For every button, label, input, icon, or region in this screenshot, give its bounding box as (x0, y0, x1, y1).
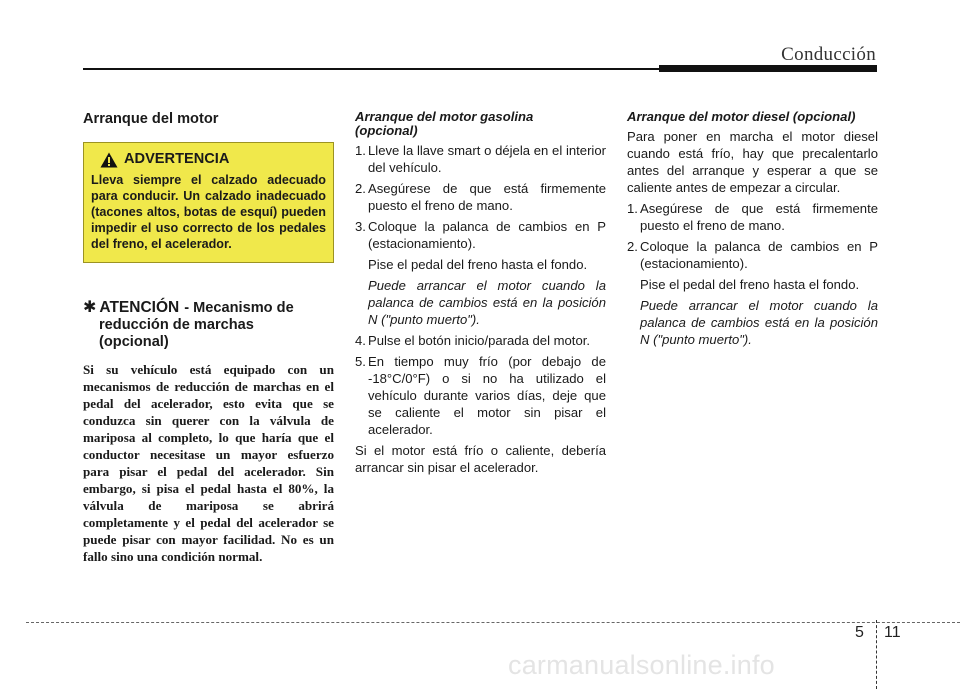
section-heading: Arranque del motor (83, 111, 219, 127)
step-note: Puede arrancar el motor cuando la palanca de cambios está en la posición N ("punto muerto"). (368, 278, 606, 327)
warning-text: Lleva siempre el calzado adecuado para conducir. Un calzado inadecuado (tacones altos, botas de esquí) pueden impedir el uso correcto de los pedales del freno, el acelerador. (91, 173, 326, 251)
attention-title-line1: - Mecanismo de (184, 300, 294, 316)
gasoline-steps (355, 142, 606, 438)
warning-box (83, 142, 334, 263)
step-text: Coloque la palanca de cambios en P (estacionamiento). (368, 219, 606, 251)
gasoline-heading-line2: (opcional) (355, 123, 418, 138)
step-number: 3. (355, 219, 366, 234)
step-number: 5. (355, 354, 366, 369)
list-item (627, 200, 878, 234)
list-item (355, 332, 606, 349)
list-item (355, 180, 606, 214)
list-item (355, 353, 606, 438)
attention-title-line3: (opcional) (99, 334, 169, 350)
asterisk-icon: ✱ (83, 299, 97, 316)
step-number: 4. (355, 333, 366, 348)
step-text: Asegúrese de que está firmemente puesto el freno de mano. (640, 201, 878, 233)
attention-title-line2: reducción de marchas (99, 317, 254, 333)
warning-title (100, 151, 326, 168)
step-text: Lleve la llave smart o déjela en el interior del vehículo. (368, 143, 606, 175)
list-item (355, 218, 606, 328)
warning-triangle-icon (100, 152, 118, 168)
step-text: Coloque la palanca de cambios en P (estacionamiento). (640, 239, 878, 271)
watermark: carmanualsonline.info (508, 650, 775, 680)
footer-divider (876, 620, 878, 689)
step-note: Puede arrancar el motor cuando la palanca de cambios está en la posición N ("punto muerto"). (640, 298, 878, 347)
step-text: Asegúrese de que está firmemente puesto el freno de mano. (368, 181, 606, 213)
step-number: 1. (355, 143, 366, 158)
step-extra: Pise el pedal del freno hasta el fondo. (640, 277, 860, 292)
page-header-title: Conducción (781, 44, 876, 65)
attention-title (83, 299, 334, 351)
column-left (83, 110, 334, 565)
step-text: Pulse el botón inicio/parada del motor. (368, 333, 591, 348)
page-number: 11 (884, 624, 901, 641)
attention-label: ATENCIÓN (99, 299, 180, 316)
header-bar (659, 65, 877, 72)
step-number: 2. (355, 181, 366, 196)
footer-dashed-rule (26, 622, 960, 623)
column-middle (355, 110, 606, 480)
warning-title-text: ADVERTENCIA (124, 151, 230, 167)
attention-text: Si su vehículo está equipado con un mecanismos de reducción de marchas en el pedal del acelerador, esto evita que se conduzca sin querer con la válvula de mariposa al completo, lo que haría que el conductor necesitase un mayor esfuerzo para pisar el pedal del acelerador. Sin embargo, si pisa el pedal hasta el 80%, la válvula de mariposa se abrirá completamente y el pedal del acelerador se puede pisar con mayor facilidad. No es un fallo sino una condición normal. (83, 362, 334, 564)
diesel-steps (627, 200, 878, 348)
column-right (627, 110, 878, 352)
step-text: En tiempo muy frío (por debajo de -18°C/0°F) o si no ha utilizado el vehículo durante varios días, deje que se caliente el motor sin pisar el acelerador. (368, 354, 606, 437)
step-number: 1. (627, 201, 638, 216)
chapter-number: 5 (855, 624, 864, 641)
header-rule (83, 68, 659, 70)
diesel-intro: Para poner en marcha el motor diesel cuando está frío, hay que precalentarlo antes del arranque y esperar a que se caliente antes de empezar a circular. (627, 129, 878, 195)
gasoline-closing: Si el motor está frío o caliente, debería arrancar sin pisar el acelerador. (355, 443, 606, 475)
step-extra: Pise el pedal del freno hasta el fondo. (368, 257, 588, 272)
list-item (627, 238, 878, 348)
list-item (355, 142, 606, 176)
step-number: 2. (627, 239, 638, 254)
gasoline-heading (355, 110, 606, 138)
gasoline-heading-line1: Arranque del motor gasolina (355, 109, 534, 124)
diesel-heading: Arranque del motor diesel (opcional) (627, 109, 856, 124)
